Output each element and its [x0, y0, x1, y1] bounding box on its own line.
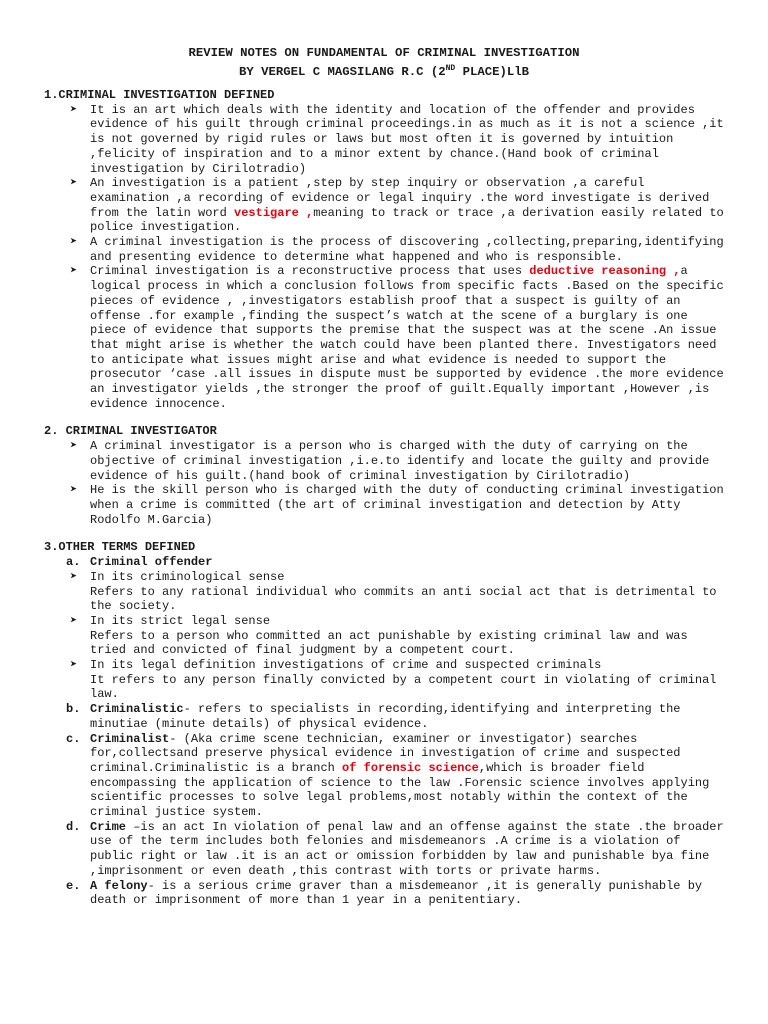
arrow-right-icon: ➤	[70, 235, 78, 250]
sense-text: Refers to any rational individual who commits an anti social act that is detrimental to the society.	[90, 584, 717, 614]
document-title	[44, 44, 724, 82]
list-item: ➤ In its criminological sense	[70, 569, 285, 584]
section-2-heading: 2. CRIMINAL INVESTIGATOR	[44, 424, 217, 439]
title-line-1: REVIEW NOTES ON FUNDAMENTAL OF CRIMINAL INVESTIGATION	[188, 46, 580, 60]
list-item: ➤ A criminal investigation is the process of discovering ,collecting,preparing,identifying and presenting evidence to determine what happened and who is responsible.	[70, 235, 724, 264]
list-item: ➤ In its strict legal sense	[70, 613, 271, 628]
arrow-right-icon: ➤	[70, 569, 78, 584]
highlight-deductive-reasoning: deductive reasoning ,	[529, 264, 681, 279]
term-label: Criminal offender	[90, 555, 213, 570]
criminal-offender-senses	[44, 570, 724, 585]
arrow-right-icon: ➤	[70, 264, 78, 279]
section-3-heading: 3.OTHER TERMS DEFINED	[44, 540, 196, 555]
term-criminalist: c. Criminalist- (Aka crime scene technician, examiner or investigator) searches for,collectsand preserve physical evidence in investigation of crime and suspected criminal.Criminalistic is a branch of forensic science,which is broader field encompassing the application of science to the law .Forensic science involves applying scientific processes to solve legal problems,most notably within the context of the criminal justice system.	[66, 731, 710, 820]
term-label: Crime	[90, 819, 127, 834]
list-item: ➤ An investigation is a patient ,step by step inquiry or observation ,a careful examination ,a recording of evidence or legal inquiry .the word investigate is derived from the latin word vestigare ,meaning to track or trace ,a derivation easily related to police investigation.	[70, 176, 724, 235]
title-line-2-after: PLACE)LlB	[455, 65, 530, 79]
list-item: ➤ In its legal definition investigations of crime and suspected criminals	[70, 658, 602, 673]
section-1-heading: 1.CRIMINAL INVESTIGATION DEFINED	[44, 88, 275, 102]
title-line-2	[44, 63, 724, 82]
item-letter: a.	[66, 555, 81, 570]
term-label: Criminalistic	[90, 702, 184, 717]
list-item: ➤ It is an art which deals with the identity and location of the offender and provides evidence of his guilt through criminal proceedings.in as much as it is not a science ,it is not governed by rigid rules or laws but most often it is governed by intuition ,felicity of inspiration and to a minor extent by chance.(Hand book of criminal investigation by Cirilotradio)	[70, 102, 724, 176]
arrow-right-icon: ➤	[70, 613, 78, 628]
term-crime: d. Crime –is an act In violation of penal law and an offense against the state .the broader use of the term includes both felonies and misdemeanors .A crime is a violation of public right or law .it is an act or omission forbidden by law and punishable bya fine ,imprisonment or even death ,this contrast with torts or private harms.	[66, 819, 724, 878]
item-letter: c.	[66, 731, 81, 746]
arrow-right-icon: ➤	[70, 658, 78, 673]
term-criminal-offender	[44, 555, 724, 570]
section-1-list	[44, 103, 724, 412]
arrow-right-icon: ➤	[70, 483, 78, 498]
title-superscript: ND	[445, 63, 456, 73]
highlight-vestigare: vestigare ,	[234, 205, 314, 220]
term-criminalistic: b. Criminalistic- refers to specialists in recording,identifying and interpreting the minutiae (minute details) of physical evidence.	[66, 702, 681, 731]
term-label: A felony	[90, 878, 148, 893]
item-letter: e.	[66, 878, 81, 893]
highlight-forensic-science: of forensic science	[342, 760, 479, 775]
sense-text: Refers to a person who committed an act punishable by existing criminal law and was tried and convicted of final judgment by a competent court.	[90, 628, 688, 658]
item-letter: b.	[66, 702, 81, 717]
term-felony: e. A felony- is a serious crime graver than a misdemeanor ,it is generally punishable by death or imprisonment of more than 1 year in a penitentiary.	[66, 878, 703, 908]
section-3-list	[44, 555, 724, 570]
arrow-right-icon: ➤	[70, 176, 78, 191]
term-label: Criminalist	[90, 731, 170, 746]
section-2-list	[44, 439, 724, 527]
item-letter: d.	[66, 819, 81, 834]
list-item: ➤ A criminal investigator is a person who is charged with the duty of carrying on the objective of criminal investigation ,i.e.to identify and locate the guilty and provide evidence of his guilt.(hand book of criminal investigation by Cirilotradio)	[70, 439, 710, 483]
list-item: ➤ Criminal investigation is a reconstructive process that uses deductive reasoning ,a logical process in which a conclusion follows from specific facts .Based on the specific pieces of evidence , ,investigators establish proof that a suspect is guilty of an offense .for example ,finding the suspect’s watch at the scene of a burglary is one piece of evidence that supports the premise that the suspect was at the scene .An issue that might arise is whether the watch could have been planted there. Investigators need to anticipate what issues might arise and what evidence is needed to support the prosecutor ‘case .all issues in dispute must be supported by evidence .the more evidence an investigator yields ,the stronger the proof of guilt.Equally important ,However ,is evidence innocence.	[70, 264, 724, 411]
list-item: ➤ He is the skill person who is charged with the duty of conducting criminal investigation when a crime is committed (the art of criminal investigation and detection by Atty Rodolfo M.Garcia)	[70, 483, 724, 527]
arrow-right-icon: ➤	[70, 102, 78, 117]
arrow-right-icon: ➤	[70, 439, 78, 454]
sense-text: It refers to any person finally convicted by a competent court in violating of criminal law.	[90, 672, 717, 702]
title-line-2-before: BY VERGEL C MAGSILANG R.C (2	[238, 65, 446, 79]
